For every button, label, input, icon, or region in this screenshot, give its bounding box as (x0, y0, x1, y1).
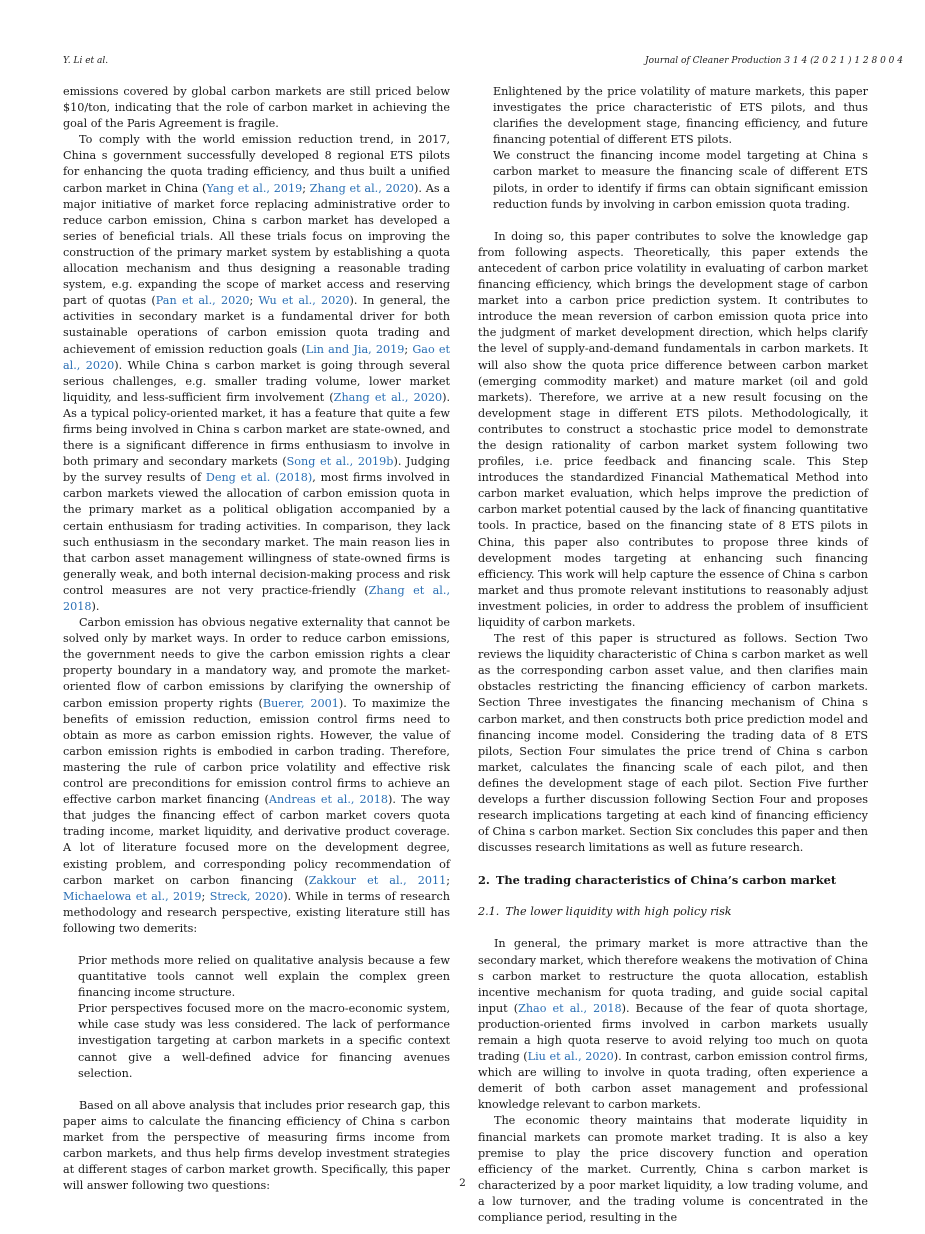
citation-link[interactable]: Wu et al., 2020 (258, 294, 350, 308)
list-item-question-2: We construct the financing income model targeting at China s carbon market to measure the financing scale of different ETS pilots, in order to identify if firms can obtain significant emission reduction funds by involving in carbon emission quota trading. (493, 149, 868, 211)
running-header-journal: Journal of Cleaner Production 3 1 4 (2 0 2 1 ) 1 2 8 0 0 4 (645, 56, 903, 66)
citation-link[interactable]: Andreas et al., 2018 (268, 793, 389, 807)
citation-link[interactable]: Zhang et al., 2020 (333, 390, 443, 404)
paragraph-structure: The rest of this paper is structured as follows. Section Two reviews the liquidity characteristic of China s carbon market as well as the corresponding carbon asset value, and then clarifies main obstacles restricting the financing efficiency of carbon markets. Section Three investigates the financing mechanism of China s carbon market, and then constructs both price prediction model and financing income model. Considering the trading data of 8 ETS pilots, Section Four simulates the price trend of China s carbon market, calculates the financing scale of each pilot, and then defines the development stage of each pilot. Section Five further develops a further discussion following Section Four and proposes research implications targeting at each kind of financing efficiency of China s carbon market. Section Six concludes this paper and then discusses research limitations as well as future research. (478, 632, 868, 855)
citation-link[interactable]: Michaelowa et al., 2019 (63, 889, 202, 903)
list-item-demerit-1: Prior methods more relied on qualitative analysis because a few quantitative tools cannot well explain the complex green financing income structure. (78, 953, 450, 1000)
citation-link[interactable]: Gao et al., 2020 (63, 342, 451, 372)
paragraph-contributions: In doing so, this paper contributes to solve the knowledge gap from following aspects. Theoretically, this paper extends the antecedent of carbon price volatility in evaluating of carbon market financing efficiency, which brings the development stage of carbon market into a carbon price prediction system. It contributes to introduce the mean reversion of carbon emission quota price into the judgment of market development direction, which helps clarify the level of supply-and-demand fundamentals in carbon markets. It will also show the quota price difference between carbon market (emerging commodity market) and mature market (oil and gold markets). Therefore, we arrive at a new result focusing on the development stage in different ETS pilots. Methodologically, it contributes to construct a stochastic price model to demonstrate the design rationality of carbon market system following two profiles, i.e. price feedback and financing scale. This Step introduces the standardized Financial Mathematical Method into carbon market evaluation, which helps improve the prediction of carbon market potential caused by the lack of financing quantitative tools. In practice, based on the financing state of 8 ETS pilots in China, this paper also contributes to propose three kinds of development modes targeting at enhancing such financing efficiency. This work will help capture the essence of China s carbon market and thus promote relevant institutions to reasonably adjust investment policies, in order to address the problem of insufficient liquidity of carbon markets. (478, 229, 868, 629)
citation-link[interactable]: Zhang et al., 2018 (63, 583, 450, 613)
citation-link[interactable]: Zhang et al., 2020 (309, 181, 415, 195)
running-header-authors: Y. Li et al. (63, 56, 109, 66)
citation-link[interactable]: Streck, 2020 (209, 889, 284, 903)
left-column (63, 84, 450, 1194)
paragraph-aims: Based on all above analysis that includes prior research gap, this paper aims to calculate the financing efficiency of China s carbon market from the perspective of measuring firms income from carbon markets, and thus help firms develop investment strategies at different stages of carbon market growth. Specifically, this paper will answer following two questions: (63, 1098, 450, 1193)
page-number: 2 (459, 1177, 466, 1189)
citation-link[interactable]: Deng et al. (2018) (205, 471, 313, 485)
paragraph-primary-market: In general, the primary market is more attractive than the secondary market, which therefore weakens the motivation of China s carbon market to restructure the quota allocation, establish incentive mechanism for quota trading, and guide social capital input (Zhao et al., 2018). Because of the fear of quota shortage, production-oriented firms involved in carbon markets usually remain a high quota reserve to avoid relying too much on quota trading (Liu et al., 2020). In contrast, carbon emission control firms, which are willing to involve in quota trading, often experience a demerit of both carbon asset management and professional knowledge relevant to carbon markets. (478, 937, 868, 1112)
right-column (478, 84, 868, 1226)
list-item-question-1: Enlightened by the price volatility of mature markets, this paper investigates the price characteristic of ETS pilots, and thus clarifies the development stage, financing efficiency, and future financing potential of different ETS pilots. (493, 85, 868, 147)
citation-link[interactable]: Zhao et al., 2018 (518, 1001, 622, 1015)
paragraph-continued: emissions covered by global carbon markets are still priced below $10/ton, indicating that the role of carbon market in achieving the goal of the Paris Agreement is fragile. (63, 85, 450, 131)
citation-link[interactable]: Liu et al., 2020 (527, 1050, 614, 1064)
citation-link[interactable]: Lin and Jia, 2019 (305, 342, 405, 356)
paragraph-externality: Carbon emission has obvious negative externality that cannot be solved only by market ways. In order to reduce carbon emissions, the government needs to give the carbon emission rights a clear property boundary in a mandatory way, and promote the market-oriented flow of carbon emissions by clarifying the ownership of carbon emission property rights (Buerer, 2001). To maximize the benefits of emission reduction, emission control firms need to obtain as more as carbon emission rights. However, the value of carbon emission rights is embodied in carbon trading. Therefore, mastering the rule of carbon price volatility and effective risk control are preconditions for emission control firms to achieve an effective carbon market financing (Andreas et al., 2018). The way that judges the financing effect of carbon market covers quota trading income, market liquidity, and derivative product coverage. A lot of literature focused more on the development degree, existing problem, and corresponding policy recommendation of carbon market on carbon financing (Zakkour et al., 2011; Michaelowa et al., 2019; Streck, 2020). While in terms of research methodology and research perspective, existing literature still has following two demerits: (63, 616, 451, 935)
paragraph-liquidity: The economic theory maintains that moderate liquidity in financial markets can promote market trading. It is also a key premise to play the price discovery function and operation efficiency of the market. Currently, China s carbon market is characterized by a poor market liquidity, a low trading volume, and a low turnover, and the trading volume is concentrated in the compliance period, resulting in the (478, 1114, 868, 1224)
citation-link[interactable]: Buerer, 2001 (262, 696, 339, 710)
citation-link[interactable]: Yang et al., 2019 (206, 181, 303, 195)
paragraph-china-ets: To comply with the world emission reduction trend, in 2017, China s government successfully developed 8 regional ETS pilots for enhancing the quota trading efficiency, and thus built a unified carbon market in China (Yang et al., 2019; Zhang et al., 2020). As a major initiative of market force replacing administrative order to reduce carbon emission, China s carbon market has developed a series of beneficial trials. All these trials focus on improving the construction of the primary market system by establishing a quota allocation mechanism and thus designing a reasonable trading system, e.g. expanding the scope of market access and reserving part of quotas (Pan et al., 2020; Wu et al., 2020). In general, the activities in secondary market is a fundamental driver for both sustainable operations of carbon emission quota trading and achievement of emission reduction goals (Lin and Jia, 2019; Gao et al., 2020). While China s carbon market is going through several serious challenges, e.g. smaller trading volume, lower market liquidity, and less-sufficient firm involvement (Zhang et al., 2020). As a typical policy-oriented market, it has a feature that quite a few firms being involved in China s carbon market are state-owned, and there is a significant difference in firms enthusiasm to involve in both primary and secondary markets (Song et al., 2019b). Judging by the survey results of Deng et al. (2018), most firms involved in carbon markets viewed the allocation of carbon emission quota in the primary market as a political obligation accompanied by a certain enthusiasm for trading activities. In comparison, they lack such enthusiasm in the secondary market. The main reason lies in that carbon asset management willingness of state-owned firms is generally weak, and both internal decision-making process and risk control measures are not very practice-friendly (Zhang et al., 2018). (63, 133, 451, 613)
citation-link[interactable]: Song et al., 2019b (286, 455, 394, 469)
list-item-demerit-2: Prior perspectives focused more on the macro-economic system, while case study was less considered. The lack of performance investigation targeting at carbon markets in a specific context cannot give a well-defined advice for financing avenues selection. (78, 1002, 450, 1080)
citation-link[interactable]: Pan et al., 2020 (155, 294, 250, 308)
citation-link[interactable]: Zakkour et al., 2011 (308, 873, 447, 887)
section-heading: 2. The trading characteristics of China’s carbon market (478, 873, 837, 888)
subsection-heading: 2.1. The lower liquidity with high policy risk (478, 905, 732, 919)
